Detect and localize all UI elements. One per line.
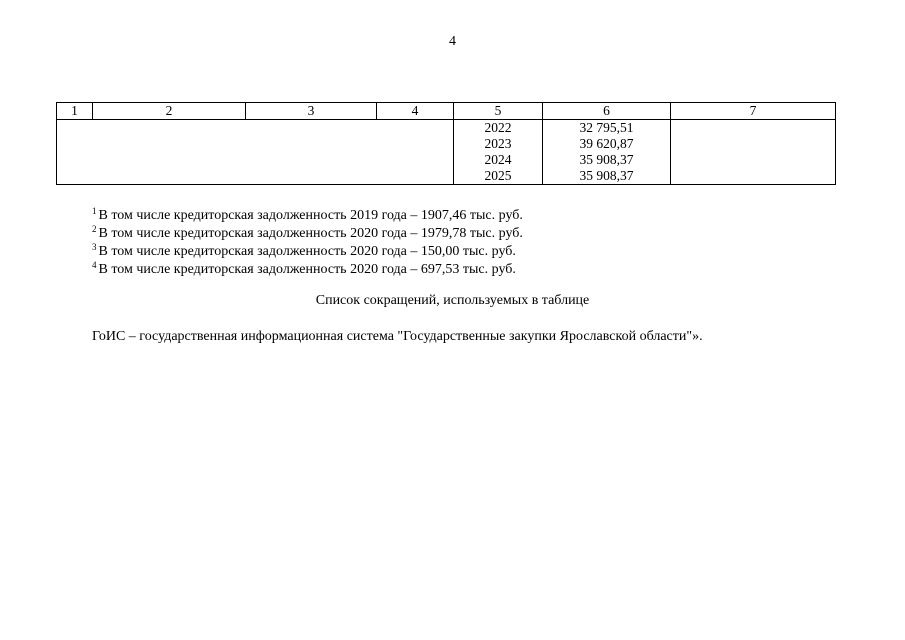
table-header-row	[57, 103, 836, 120]
year-cell: 2023	[454, 136, 543, 152]
page-number: 4	[449, 34, 456, 49]
year-cell: 2024	[454, 152, 543, 168]
footnote-text: В том числе кредиторская задолженность 2020 года – 1979,78 тыс. руб.	[98, 226, 523, 241]
footnote	[92, 243, 523, 261]
footnote-mark: 3	[92, 242, 97, 252]
footnote-text: В том числе кредиторская задолженность 2019 года – 1907,46 тыс. руб.	[98, 208, 523, 223]
abbreviations-heading: Список сокращений, используемых в таблице	[315, 293, 590, 308]
footnote-mark: 4	[92, 260, 97, 270]
table-header-cell: 5	[454, 103, 543, 120]
footnotes	[92, 207, 523, 279]
amount-cell: 39 620,87	[543, 136, 671, 152]
table-header-cell: 4	[377, 103, 454, 120]
footnote-text: В том числе кредиторская задолженность 2020 года – 697,53 тыс. руб.	[98, 262, 516, 277]
footnote	[92, 207, 523, 225]
footnote	[92, 261, 523, 279]
footnote-mark: 1	[92, 206, 97, 216]
empty-cell	[671, 120, 836, 185]
data-table	[56, 102, 836, 185]
footnote-mark: 2	[92, 224, 97, 234]
table-row	[57, 120, 836, 137]
year-cell: 2022	[454, 120, 543, 137]
table-header-cell: 3	[246, 103, 377, 120]
footnote-text: В том числе кредиторская задолженность 2020 года – 150,00 тыс. руб.	[98, 244, 516, 259]
table-header-cell: 2	[93, 103, 246, 120]
amount-cell: 35 908,37	[543, 152, 671, 168]
year-cell: 2025	[454, 168, 543, 185]
table-header-cell: 6	[543, 103, 671, 120]
amount-cell: 32 795,51	[543, 120, 671, 137]
table-header-cell: 1	[57, 103, 93, 120]
footnote	[92, 225, 523, 243]
merged-empty-cell	[57, 120, 454, 185]
abbreviation-item: ГоИС – государственная информационная система "Государственные закупки Ярославской области"».	[92, 329, 703, 344]
amount-cell: 35 908,37	[543, 168, 671, 185]
table-header-cell: 7	[671, 103, 836, 120]
